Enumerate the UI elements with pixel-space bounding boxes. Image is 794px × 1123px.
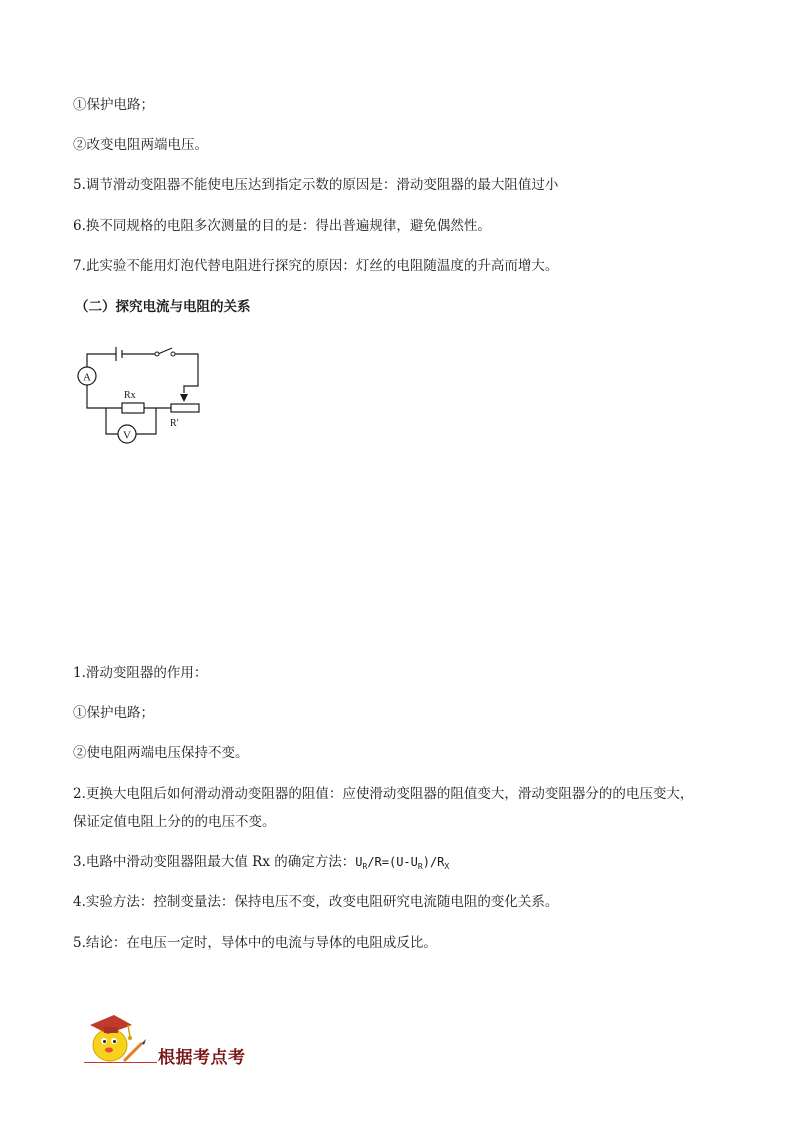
text-line-protect-circuit: ①保护电路；	[73, 97, 154, 113]
text-line-item-3	[73, 852, 449, 877]
banner-underline	[84, 1062, 157, 1063]
text-line-item-7: 7.此实验不能用灯泡代替电阻进行探究的原因：灯丝的电阻随温度的升高而增大。	[73, 258, 559, 274]
text-line-rheostat-role: 1.滑动变阻器的作用：	[73, 665, 208, 681]
rheostat-body	[171, 404, 199, 412]
section-heading: （二）探究电流与电阻的关系	[75, 299, 251, 315]
voltmeter-label: V	[123, 429, 131, 442]
switch-left-terminal	[155, 352, 159, 356]
text-line-change-voltage: ②改变电阻两端电压。	[73, 137, 208, 153]
rheostat-slider-arrow	[180, 394, 188, 402]
wire-top-right	[174, 354, 198, 393]
banner-title: 根据考点考	[158, 1048, 246, 1068]
text-line-item-2a: 2.更换大电阻后如何滑动滑动变阻器的阻值：应使滑动变阻器的阻值变大，滑动变阻器分的的电压变大，	[73, 786, 694, 802]
text-line-item-6: 6.换不同规格的电阻多次测量的目的是：得出普遍规律，避免偶然性。	[73, 218, 491, 234]
text-line-item-5-conclusion: 5.结论：在电压一定时，导体中的电流与导体的电阻成反比。	[73, 935, 437, 951]
rheostat-label: R′	[170, 418, 179, 429]
wire-voltmeter-left	[106, 408, 118, 434]
resistor-rx	[122, 403, 144, 413]
circuit-diagram	[70, 344, 220, 449]
formula: $U_R/R=(U-U_R)/R_X$	[355, 855, 450, 871]
resistor-rx-label: Rx	[124, 390, 136, 401]
ammeter-label: A	[83, 371, 91, 384]
text-line-keep-voltage: ②使电阻两端电压保持不变。	[73, 745, 249, 761]
wire-left-down	[87, 385, 122, 408]
switch-blade	[158, 348, 172, 354]
text-line-item-5: 5.调节滑动变阻器不能使电压达到指定示数的原因是：滑动变阻器的最大阻值过小	[73, 177, 559, 193]
item-3-text: 3.电路中滑动变阻器阻最大值 Rx 的确定方法：	[73, 854, 356, 870]
text-line-item-2b: 保证定值电阻上分的的电压不变。	[73, 814, 276, 830]
text-line-item-4: 4.实验方法：控制变量法：保持电压不变，改变电阻研究电流随电阻的变化关系。	[73, 894, 559, 910]
switch-right-terminal	[171, 352, 175, 356]
graduation-mascot-icon	[80, 1005, 158, 1067]
wire-top-left	[87, 354, 116, 367]
text-line-protect-circuit-2: ①保护电路；	[73, 705, 154, 721]
wire-voltmeter-right	[136, 408, 156, 434]
